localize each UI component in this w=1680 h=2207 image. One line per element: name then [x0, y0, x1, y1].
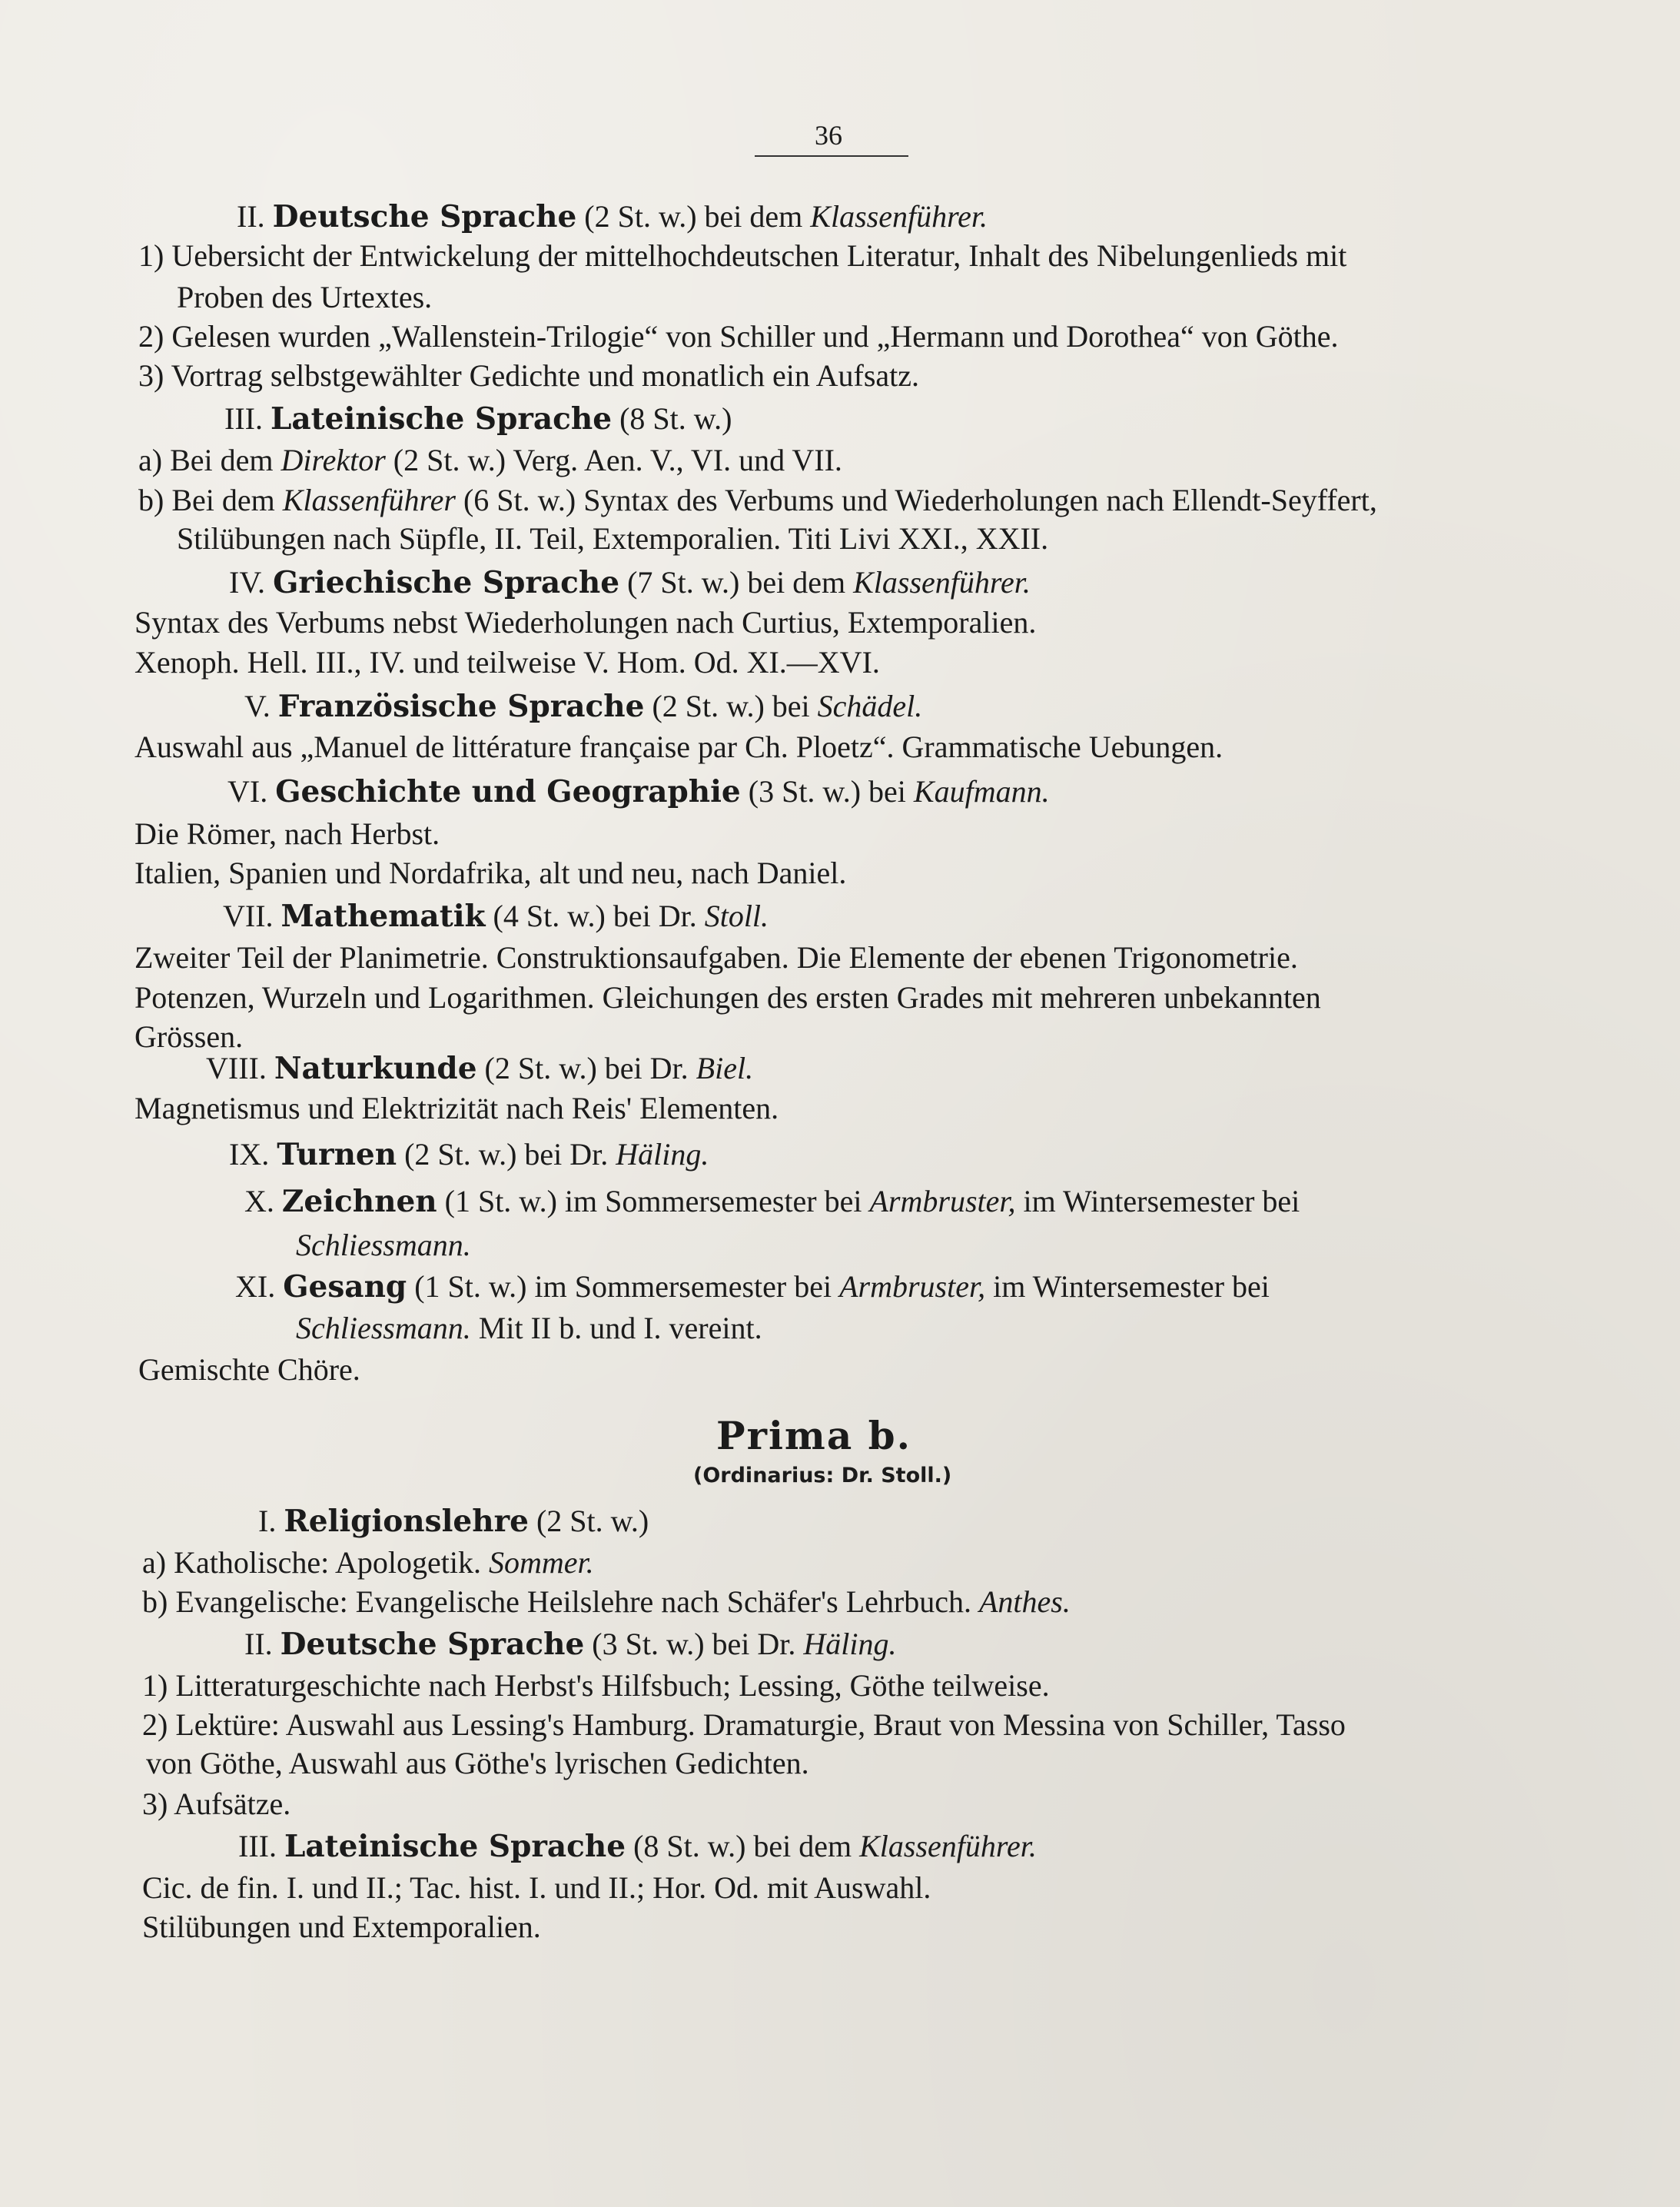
heading-title: Gesang — [283, 1269, 407, 1305]
heading-franzoesische-sprache — [244, 688, 922, 725]
text-line: Proben des Urtextes. — [177, 280, 433, 314]
heading-numeral: XI. — [235, 1269, 276, 1304]
heading-numeral: VIII. — [206, 1051, 267, 1085]
text-line: 1) Uebersicht der Entwickelung der mittelhochdeutschen Literatur, Inhalt des Nibelungenlieds mit — [138, 238, 1347, 273]
text-segment: (6 St. w.) Syntax des Verbums und Wiederholungen nach Ellendt-Seyffert, — [463, 483, 1377, 517]
text-line: Stilübungen nach Süpfle, II. Teil, Extemporalien. Titi Livi XXI., XXII. — [177, 521, 1049, 556]
heading-title: Mathematik — [281, 899, 486, 934]
text-line — [142, 1584, 1071, 1620]
heading-numeral: V. — [244, 689, 271, 723]
heading-griechische-sprache — [229, 564, 1031, 601]
text-line: 2) Gelesen wurden „Wallenstein-Trilogie“ von Schiller und „Hermann und Dorothea“ von Göthe. — [138, 319, 1339, 354]
text-line: Auswahl aus „Manuel de littérature française par Ch. Ploetz“. Grammatische Uebungen. — [134, 730, 1223, 764]
heading-numeral: II. — [244, 1627, 273, 1661]
text-line: Stilübungen und Extemporalien. — [142, 1910, 541, 1944]
heading-numeral: I. — [258, 1504, 277, 1538]
heading-hours: (2 St. w.) bei — [652, 689, 810, 723]
text-line: Xenoph. Hell. III., IV. und teilweise V. Hom. Od. XI.—XVI. — [134, 645, 880, 680]
heading-title: Lateinische Sprache — [284, 1829, 626, 1864]
text-line — [142, 1544, 594, 1581]
heading-hours: (8 St. w.) bei dem — [633, 1829, 852, 1863]
heading-title: Deutsche Sprache — [272, 199, 577, 234]
heading-title: Geschichte und Geographie — [275, 774, 741, 809]
heading-teacher: Häling. — [616, 1137, 709, 1172]
teacher-name: Sommer. — [489, 1545, 594, 1580]
heading-lateinische-sprache-prima — [238, 1828, 1037, 1865]
text-segment: (1 St. w.) im Sommersemester bei — [414, 1269, 832, 1304]
heading-numeral: X. — [244, 1184, 274, 1218]
teacher-name: Schliessmann. — [296, 1311, 471, 1345]
teacher-name: Anthes. — [978, 1584, 1071, 1619]
heading-teacher: Klassenführer. — [853, 565, 1031, 600]
heading-teacher: Klassenführer. — [859, 1829, 1037, 1863]
heading-numeral: III. — [238, 1829, 277, 1863]
heading-hours: (3 St. w.) bei Dr. — [592, 1627, 796, 1661]
heading-deutsche-sprache — [237, 198, 988, 235]
text-line: von Göthe, Auswahl aus Göthe's lyrischen Gedichten. — [146, 1746, 809, 1780]
text-line: 3) Vortrag selbstgewählter Gedichte und monatlich ein Aufsatz. — [138, 358, 920, 393]
text-line: 2) Lektüre: Auswahl aus Lessing's Hamburg. Dramaturgie, Braut von Messina von Schiller, Tasso — [142, 1707, 1346, 1742]
heading-title: Zeichnen — [281, 1184, 437, 1219]
heading-hours: (2 St. w.) bei dem — [584, 199, 803, 234]
heading-hours: (8 St. w.) — [619, 401, 732, 436]
heading-numeral: III. — [224, 401, 263, 436]
section-title-prima-b: Prima b. — [716, 1413, 912, 1458]
text-line — [138, 482, 1377, 519]
text-line — [138, 442, 842, 479]
text-segment: Mit II b. und I. vereint. — [478, 1311, 762, 1345]
heading-hours: (7 St. w.) bei dem — [627, 565, 846, 600]
text-segment: b) Bei dem — [138, 483, 275, 517]
heading-hours: (4 St. w.) bei Dr. — [493, 899, 697, 933]
text-line: Gemischte Chöre. — [138, 1352, 360, 1387]
text-segment: im Wintersemester bei — [1023, 1184, 1300, 1218]
text-line: 1) Litteraturgeschichte nach Herbst's Hilfsbuch; Lessing, Göthe teilweise. — [142, 1668, 1050, 1703]
heading-teacher: Biel. — [696, 1051, 754, 1085]
heading-numeral: II. — [237, 199, 265, 234]
text-line — [296, 1310, 762, 1347]
heading-teacher: Schädel. — [817, 689, 923, 723]
text-segment: a) Bei dem — [138, 443, 274, 477]
heading-hours: (2 St. w.) bei Dr. — [404, 1137, 609, 1172]
heading-title: Deutsche Sprache — [280, 1627, 585, 1662]
heading-hours: (3 St. w.) bei — [748, 774, 906, 809]
text-line: Magnetismus und Elektrizität nach Reis' Elementen. — [134, 1091, 779, 1125]
heading-teacher: Kaufmann. — [913, 774, 1050, 809]
text-segment: im Wintersemester bei — [993, 1269, 1270, 1304]
text-segment: a) Katholische: Apologetik. — [142, 1545, 482, 1580]
heading-numeral: IX. — [229, 1137, 270, 1172]
text-line: Syntax des Verbums nebst Wiederholungen nach Curtius, Extemporalien. — [134, 605, 1037, 640]
text-line: Italien, Spanien und Nordafrika, alt und neu, nach Daniel. — [134, 856, 847, 890]
heading-hours: (2 St. w.) — [536, 1504, 649, 1538]
heading-mathematik — [223, 898, 769, 935]
heading-turnen — [229, 1136, 709, 1173]
text-line: Potenzen, Wurzeln und Logarithmen. Gleichungen des ersten Grades mit mehreren unbekannten — [134, 980, 1321, 1015]
heading-numeral: IV. — [229, 565, 266, 600]
teacher-name: Schliessmann. — [296, 1228, 471, 1262]
text-line: 3) Aufsätze. — [142, 1787, 291, 1821]
text-segment: (1 St. w.) im Sommersemester bei — [444, 1184, 862, 1218]
heading-title: Griechische Sprache — [273, 565, 620, 600]
page-number: 36 — [815, 120, 842, 151]
heading-teacher: Klassenführer. — [810, 199, 988, 234]
heading-title: Religionslehre — [284, 1504, 529, 1539]
page-number-rule — [755, 155, 908, 157]
teacher-name: Armbruster, — [869, 1184, 1016, 1218]
text-line: Zweiter Teil der Planimetrie. Construktionsaufgaben. Die Elemente der ebenen Trigonometrie. — [134, 940, 1298, 975]
heading-naturkunde — [206, 1050, 753, 1087]
heading-zeichnen — [244, 1183, 1300, 1220]
heading-teacher: Stoll. — [704, 899, 769, 933]
text-line: Cic. de fin. I. und II.; Tac. hist. I. und II.; Hor. Od. mit Auswahl. — [142, 1870, 931, 1905]
teacher-name: Direktor — [281, 443, 386, 477]
heading-lateinische-sprache — [224, 401, 732, 437]
heading-deutsche-sprache-prima — [244, 1626, 897, 1663]
heading-geschichte-geographie — [227, 773, 1050, 810]
text-segment: (2 St. w.) Verg. Aen. V., VI. und VII. — [393, 443, 842, 477]
heading-title: Turnen — [277, 1137, 397, 1172]
section-subtitle-ordinarius: (Ordinarius: Dr. Stoll.) — [693, 1464, 952, 1487]
heading-title: Französische Sprache — [277, 689, 645, 724]
heading-hours: (2 St. w.) bei Dr. — [484, 1051, 689, 1085]
teacher-name: Armbruster, — [839, 1269, 986, 1304]
heading-numeral: VI. — [227, 774, 268, 809]
heading-gesang — [235, 1268, 1270, 1305]
heading-teacher: Häling. — [803, 1627, 897, 1661]
heading-title: Naturkunde — [274, 1051, 477, 1086]
text-line: Die Römer, nach Herbst. — [134, 816, 440, 851]
heading-religionslehre — [258, 1503, 649, 1540]
heading-numeral: VII. — [223, 899, 274, 933]
heading-title: Lateinische Sprache — [270, 401, 613, 437]
text-line: Grössen. — [134, 1019, 244, 1054]
text-segment: b) Evangelische: Evangelische Heilslehre nach Schäfer's Lehrbuch. — [142, 1584, 971, 1619]
teacher-name: Klassenführer — [282, 483, 456, 517]
